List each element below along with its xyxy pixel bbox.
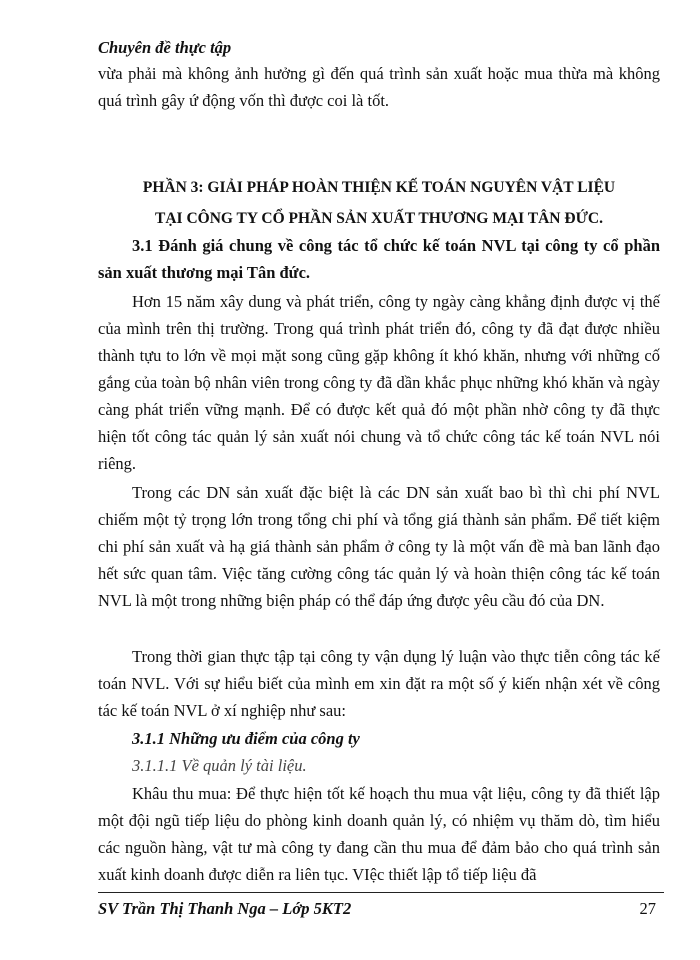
footer-divider [98,892,664,893]
header-label: Chuyên đề thực tập [98,38,232,57]
paragraph-3: Trong thời gian thực tập tại công ty vận dụng lý luận vào thực tiễn công tác kế toán NVL. Với sự hiểu biết của mình em xin đặt ra một số ý kiến nhận xét về công tác kế toán NVL ở xí nghiệp như sau: [98,647,660,720]
part-title [98,172,660,234]
footer-author: SV Trần Thị Thanh Nga – Lớp 5KT2 [98,899,352,918]
section-3-1-1-1-heading: 3.1.1.1 Về quản lý tài liệu. [132,756,307,775]
page-number: 27 [639,899,656,918]
section-3-1-heading: 3.1 Đánh giá chung về công tác tổ chức kế toán NVL tại công ty cổ phần sản xuất thương mại Tân đức. [98,236,660,282]
paragraph-4: Khâu thu mua: Để thực hiện tốt kế hoạch thu mua vật liệu, công ty đã thiết lập một đội ngũ tiếp liệu do phòng kinh doanh quản lý, có nhiệm vụ thăm dò, tìm hiểu các nguồn hàng, vật tư mà công ty đang cần thu mua để đảm bảo cho quá trình sản xuất kinh doanh được diễn ra liên tục. VIệc thiết lập tổ tiếp liệu đã [98,784,660,884]
intro-text: vừa phải mà không ảnh hưởng gì đến quá trình sản xuất hoặc mua thừa mà không quá trình gây ứ động vốn thì được coi là tốt. [98,64,660,110]
section-3-1-1-heading: 3.1.1 Những ưu điểm của công ty [132,729,360,748]
paragraph-2: Trong các DN sản xuất đặc biệt là các DN sản xuất bao bì thì chi phí NVL chiếm một tỷ trọng lớn trong tổng chi phí và tổng giá thành sản phẩm. Để tiết kiệm chi phí sản xuất và hạ giá thành sản phẩm ở công ty là một vấn đề mà ban lãnh đạo hết sức quan tâm. Việc tăng cường công tác quản lý và hoàn thiện công tác kế toán NVL là một trong những biện pháp có thể đáp ứng được yêu cầu đó của DN. [98,483,660,610]
part-title-line-1: PHẦN 3: GIẢI PHÁP HOÀN THIỆN KẾ TOÁN NGUYÊN VẬT LIỆU [142,179,616,196]
paragraph-1: Hơn 15 năm xây dung và phát triển, công ty ngày càng khẳng định được vị thế của mình trên thị trường. Trong quá trình phát triển đó, công ty đã đạt được nhiều thành tựu to lớn về mọi mặt song cũng gặp không ít khó khăn, nhưng với những cố gắng của toàn bộ nhân viên trong công ty đã dần khắc phục những khó khăn và ngày càng phát triển vững mạnh. Để có được kết quả đó một phần nhờ công ty đã thực hiện tốt công tác quản lý sản xuất nói chung và tổ chức công tác kế toán NVL nói riêng. [98,292,660,473]
part-title-line-2: TẠI CÔNG TY CỔ PHẦN SẢN XUẤT THƯƠNG MẠI TÂN ĐỨC. [155,210,603,227]
